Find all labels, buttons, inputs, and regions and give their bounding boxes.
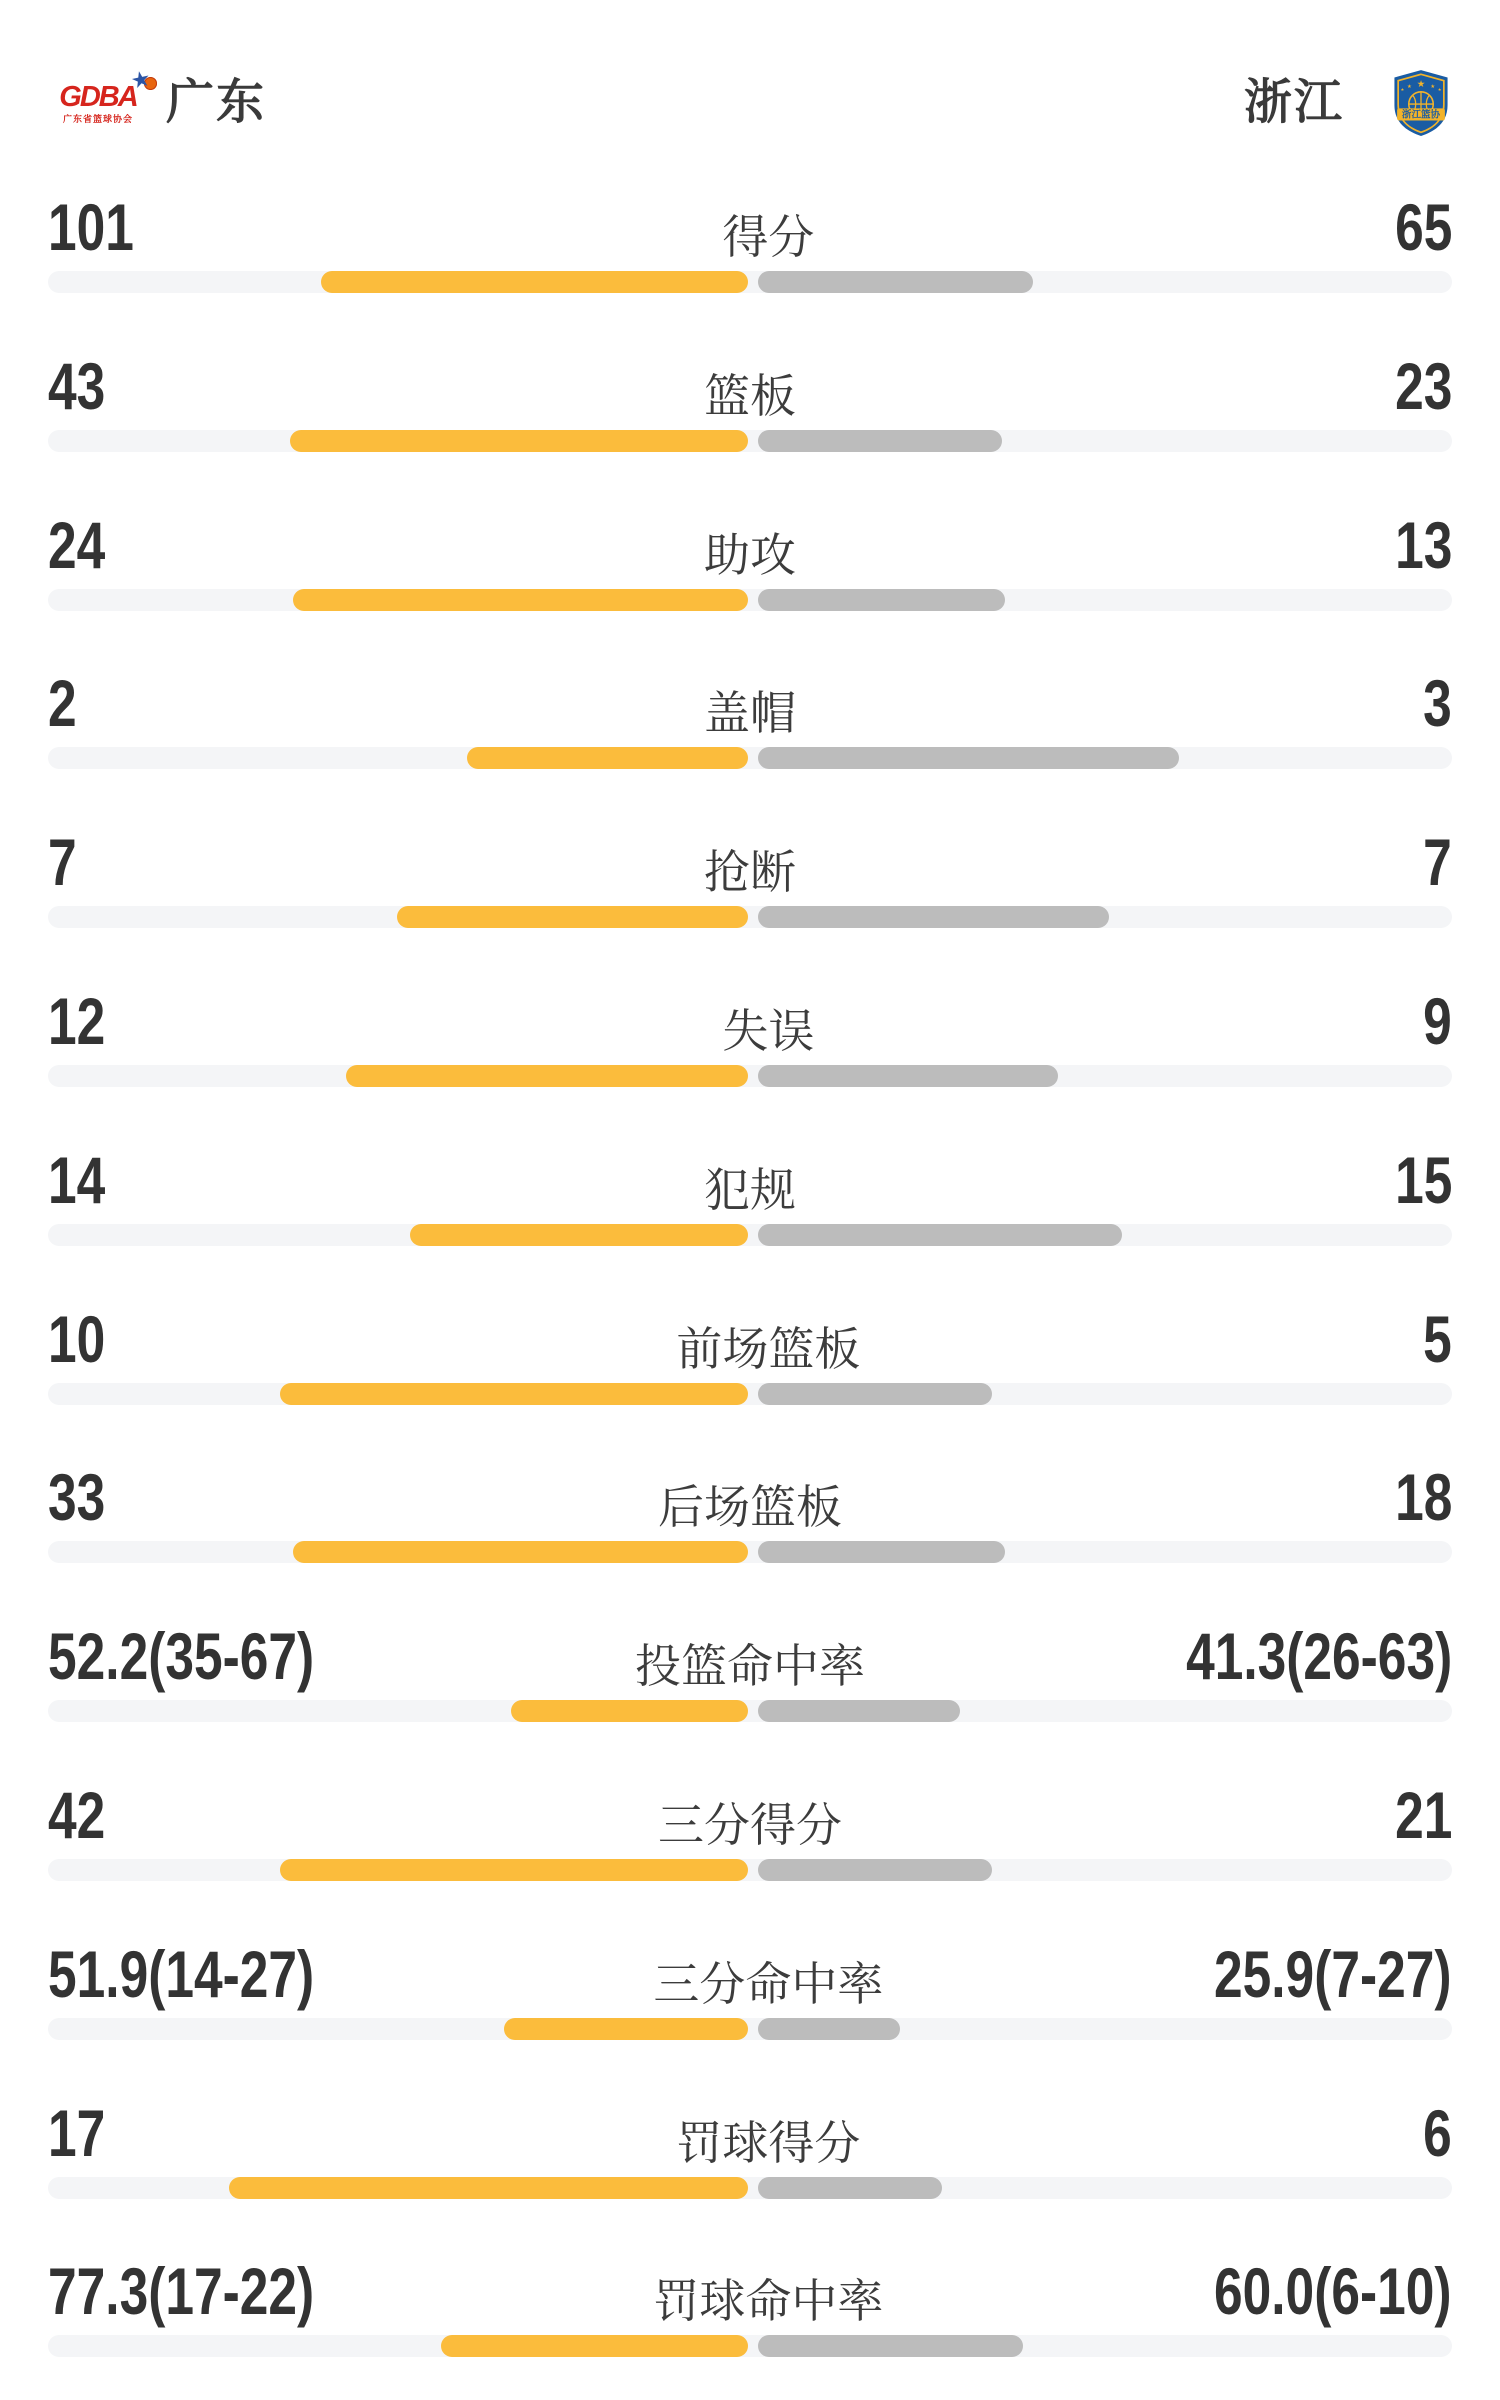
stat-right-value: 65	[1394, 190, 1452, 264]
stat-right-value: 15	[1394, 1142, 1452, 1217]
stat-label-wrap	[389, 1623, 1111, 1693]
team-right	[1244, 69, 1452, 137]
stat-label-wrap	[121, 1782, 1378, 1851]
stat-label: 投篮命中率	[635, 1640, 865, 1693]
stat-row	[48, 478, 1452, 637]
stat-left-value: 2	[48, 666, 77, 741]
bar-left-team	[410, 1224, 748, 1246]
stat-label-wrap	[121, 1147, 1378, 1216]
stat-label-wrap	[121, 512, 1378, 581]
bar-left-team	[290, 430, 748, 452]
bar-left-team	[229, 2177, 748, 2199]
stat-left-value: 24	[48, 507, 106, 582]
bar-right-team	[758, 1224, 1122, 1246]
stat-right-value: 21	[1394, 1777, 1452, 1852]
stat-left-value: 77.3(17-22)	[48, 2254, 315, 2329]
stat-label-wrap	[158, 194, 1378, 263]
bar-track	[48, 1224, 1452, 1246]
star-icon: ★	[1406, 84, 1412, 91]
bar-right-team	[758, 430, 1002, 452]
bar-right-team	[758, 1700, 960, 1722]
stat-label: 罚球命中率	[653, 2275, 884, 2328]
stats-rows	[48, 160, 1452, 2383]
bar-right-team	[758, 2018, 900, 2040]
stat-row	[48, 160, 1452, 319]
stat-row	[48, 1113, 1452, 1272]
bar-left-team	[511, 1700, 748, 1722]
team-left-logo	[48, 64, 153, 124]
stat-right-value: 6	[1423, 2095, 1452, 2170]
team-right-logo shield-icon	[1390, 69, 1452, 137]
stat-values-line	[48, 190, 1452, 264]
bar-left-team	[280, 1859, 748, 1881]
bar-right-team	[758, 271, 1033, 293]
stat-left-value: 101	[48, 190, 134, 264]
stat-label: 罚球得分	[676, 2116, 861, 2169]
bar-right-team	[758, 2177, 942, 2199]
stat-label: 得分	[722, 211, 815, 263]
gdba-mark	[59, 64, 153, 113]
stat-right-value: 23	[1394, 348, 1452, 423]
stat-label-wrap	[121, 1306, 1415, 1375]
bar-left-team	[346, 1065, 748, 1087]
stat-left-value: 42	[48, 1777, 106, 1852]
stat-label: 三分命中率	[653, 1957, 884, 2010]
star-icon: ★	[1416, 79, 1426, 91]
bar-left-team	[293, 1541, 748, 1563]
bar-left-team	[467, 747, 748, 769]
bar-track	[48, 2018, 1452, 2040]
bar-left-team	[321, 271, 748, 293]
stat-right-value: 25.9(7-27)	[1214, 1936, 1452, 2011]
zj-logo-text: 浙江篮协	[1401, 109, 1441, 121]
stat-label: 盖帽	[704, 687, 796, 740]
stat-label-wrap	[121, 988, 1415, 1057]
stat-right-value: 5	[1423, 1301, 1452, 1376]
stat-left-value: 52.2(35-67)	[48, 1619, 315, 1694]
bar-track	[48, 589, 1452, 611]
stat-label: 抢断	[704, 846, 796, 899]
star-icon: ★	[1437, 86, 1442, 92]
stat-label-wrap	[121, 1464, 1378, 1534]
stat-values-line	[48, 825, 1452, 900]
bar-right-team	[758, 1383, 992, 1405]
stat-values-line	[48, 1460, 1452, 1535]
stat-row	[48, 1272, 1452, 1431]
team-left-name: 广东	[166, 76, 267, 129]
stat-left-value: 10	[48, 1301, 106, 1376]
team-left	[48, 64, 267, 129]
stat-label: 助攻	[704, 528, 796, 581]
stat-row	[48, 1430, 1452, 1589]
bar-right-team	[758, 906, 1109, 928]
stat-row	[48, 2066, 1452, 2225]
stat-values-line	[48, 983, 1452, 1058]
bar-right-team	[758, 1859, 992, 1881]
stat-left-value: 17	[48, 2095, 106, 2170]
star-icon: ★	[1400, 86, 1405, 92]
stat-row	[48, 795, 1452, 954]
stat-row	[48, 636, 1452, 795]
stat-values-line	[48, 1619, 1452, 1694]
stat-values-line	[48, 1301, 1452, 1376]
stat-values-line	[48, 2095, 1452, 2170]
bar-track	[48, 1065, 1452, 1087]
stat-label: 后场篮板	[658, 1481, 842, 1534]
stat-label-wrap	[85, 829, 1416, 899]
stat-right-value: 60.0(6-10)	[1214, 2254, 1452, 2329]
bar-right-team	[758, 1065, 1058, 1087]
bar-track	[48, 747, 1452, 769]
stat-left-value: 7	[48, 825, 77, 900]
bar-right-team	[758, 589, 1005, 611]
bar-left-team	[280, 1383, 748, 1405]
bar-right-team	[758, 1541, 1005, 1563]
stat-left-value: 43	[48, 348, 106, 423]
stat-label: 篮板	[704, 369, 796, 422]
bar-left-team	[504, 2018, 748, 2040]
stat-right-value: 7	[1423, 825, 1452, 900]
gdba-logo-text: GDBA	[59, 80, 137, 113]
stat-row	[48, 1907, 1452, 2066]
stat-right-value: 9	[1423, 983, 1452, 1058]
stat-label-wrap	[85, 670, 1416, 740]
stat-label: 三分得分	[658, 1798, 842, 1851]
stat-left-value: 14	[48, 1142, 106, 1217]
bar-left-team	[293, 589, 748, 611]
bar-track	[48, 1700, 1452, 1722]
stat-left-value: 33	[48, 1460, 106, 1535]
stat-right-value: 13	[1394, 507, 1452, 582]
stat-values-line	[48, 1936, 1452, 2011]
stat-row	[48, 954, 1452, 1113]
stat-right-value: 41.3(26-63)	[1185, 1619, 1452, 1694]
star-icon: ★	[1430, 84, 1436, 91]
stat-label-wrap	[121, 353, 1378, 422]
stat-row	[48, 2224, 1452, 2383]
stat-label-wrap	[121, 2100, 1415, 2169]
stat-values-line	[48, 1142, 1452, 1217]
bar-track	[48, 1541, 1452, 1563]
bar-right-team	[758, 2335, 1023, 2357]
bar-track	[48, 906, 1452, 928]
bar-track	[48, 1383, 1452, 1405]
bar-track	[48, 430, 1452, 452]
stat-values-line	[48, 1777, 1452, 1852]
bar-track	[48, 2335, 1452, 2357]
stat-left-value: 12	[48, 983, 106, 1058]
stat-values-line	[48, 348, 1452, 423]
star-icon: ★	[128, 64, 153, 94]
stat-label-wrap	[389, 1941, 1147, 2010]
stat-values-line	[48, 507, 1452, 582]
bar-right-team	[758, 747, 1179, 769]
stat-left-value: 51.9(14-27)	[48, 1936, 315, 2011]
shield-banner	[1397, 108, 1445, 120]
bar-track	[48, 1859, 1452, 1881]
stat-row	[48, 1589, 1452, 1748]
stat-row	[48, 319, 1452, 478]
stat-values-line	[48, 666, 1452, 741]
bar-track	[48, 2177, 1452, 2199]
stat-label: 前场篮板	[676, 1322, 861, 1375]
stat-label-wrap	[389, 2258, 1147, 2328]
bar-left-team	[441, 2335, 748, 2357]
gdba-logo-subtext: 广东省篮球协会	[62, 113, 133, 124]
stat-right-value: 18	[1394, 1460, 1452, 1535]
stat-label: 失误	[722, 1004, 815, 1057]
header	[48, 0, 1452, 160]
bar-left-team	[397, 906, 748, 928]
stat-values-line	[48, 2254, 1452, 2329]
stat-right-value: 3	[1423, 666, 1452, 741]
stat-row	[48, 1748, 1452, 1907]
stat-label: 犯规	[704, 1163, 796, 1216]
team-right-name: 浙江	[1243, 76, 1344, 129]
bar-track	[48, 271, 1452, 293]
